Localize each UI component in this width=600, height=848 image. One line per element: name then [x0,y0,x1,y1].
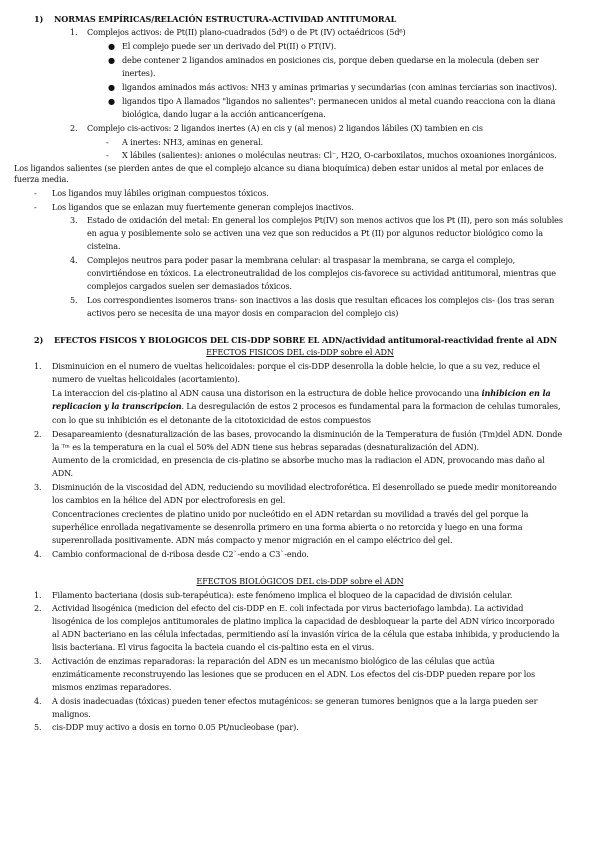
list-item-text: al ADN bacteriano en las célula infectadas, permitiendo así la invasión vírica de la célula que estaba inhibida, y produciendo la [52,629,560,639]
list-number: 2. [34,603,42,613]
dash-item: X lábiles (salientes): aniones o moléculas neutras: Cl⁻, H2O, O-carboxilatos, muchos oxoaniones inorgánicos. [122,150,557,160]
subtitle-physical-effects: EFECTOS FISICOS DEL cis-DDP sobre el ADN [206,347,394,357]
list-number: 1. [34,590,42,600]
list-number: 2. [70,123,78,133]
dash-icon: - [34,202,37,212]
bullet-item-cont: inertes). [122,68,156,78]
list-item-text: cis-DDP muy activo a dosis en torno 0.05 Pt/nucleobase (par). [52,722,299,732]
bullet-icon: ● [108,41,115,51]
dash-icon: - [106,150,109,160]
list-number: 3. [70,215,78,225]
list-item-text: Aumento de la cromicidad, en presencia de cis-platino se absorbe mucho mas la radiacion el ADN, provocando mas daño al [52,455,545,465]
list-item-text: ADN. [52,468,73,478]
list-item-text: lisis bacteriana. El virus fagocita la bacteia cuando el cis-paltino esta en el virus. [52,642,375,652]
list-item-text: Disminución de la viscosidad del ADN, reduciendo su movilidad electroforética. El desenrollado se puede medir monitoreando [52,482,557,492]
list-item-text: Desapareamiento (desnaturalización de las bases, provocando la disminución de la Temperatura de fusión (Tm)del ADN. Donde [52,429,563,439]
list-item-text: Estado de oxidación del metal: En general los complejos Pt(IV) son menos activos que los Pt (II), pero son más solubles [87,215,563,225]
list-number: 5. [70,295,78,305]
list-number: 4. [34,696,42,706]
list-item-text: en agua y posiblemente solo se activen una vez que son reducidos a Pt (II) por algunos reductor biológico como la [87,228,543,238]
list-item-text: Complejo cis-activos: 2 ligandos inertes (A) en cis y (al menos) 2 ligandos lábiles (X) tambien en cis [87,123,483,133]
list-item-text: complejos cargados suelen ser demasiados tóxicos. [87,281,292,291]
bullet-icon: ● [108,82,115,92]
list-number: 5. [34,722,42,732]
dash-item: A inertes: NH3, aminas en general. [122,137,263,147]
section-2-title: EFECTOS FISICOS Y BIOLOGICOS DEL CIS-DDP SOBRE EL ADN/actividad antitumoral-reactividad frente al ADN [54,335,557,345]
list-number: 1. [70,27,78,37]
bullet-icon: ● [108,55,115,65]
list-item-text: activos pero se necesita de una mayor dosis en comparacion del complejo cis) [87,308,399,318]
emphasis-text: inhibicion en la [481,388,551,398]
list-number: 2. [34,429,42,439]
dash-item: Los ligandos que se enlazan muy fuertemente generan complejos inactivos. [52,202,354,212]
list-item-text: enzimáticamente reconstruyendo las lesiones que se producen en el ADN. Los efectos del cis-DDP pueden repare por los [52,669,536,679]
list-item-text [52,388,551,398]
section-1-number: 1) [34,14,44,24]
list-item-text: Complejos activos: de Pt(II) plano-cuadrados (5d⁸) o de Pt (IV) octaédricos (5d⁶) [87,27,406,37]
emphasis-text: replicacion y la transcripcion [52,401,182,411]
list-item-text: lisogénica de los complejos antitumorales de platino implica la capacidad de desbloquear la parte del ADN vírico incorporado [52,616,555,626]
list-item-text: Disminuicion en el numero de vueltas helicoidales: porque el cis-DDP desenrolla la doble helcie, lo que a su vez, reduce el [52,361,540,371]
dash-icon: - [106,137,109,147]
list-item-text: la ᵀᵐ es la temperatura en la cual el 50% del ADN tiene sus hebras separadas (desnaturalización del ADN). [52,442,479,452]
list-item-text: malignos. [52,709,91,719]
bullet-item: El complejo puede ser un derivado del Pt(II) o PT(IV). [122,41,337,51]
list-item-text: los cambios en la hélice del ADN por electroforesis en gel. [52,495,286,505]
list-number: 3. [34,482,42,492]
bullet-item-cont: biológica, dando lugar a la acción anticancerígena. [122,109,326,119]
list-item-text [52,401,560,411]
bullet-item: ligandos tipo A llamados "ligandos no salientes": permanecen unidos al metal cuando reacciona con la diana [122,96,556,106]
paragraph-line: fuerza media. [14,174,69,184]
text-run: La interaccion del cis-platino al ADN causa una distorison en la estructura de doble helice provocando una [52,388,482,398]
bullet-icon: ● [108,96,115,106]
list-item-text: superhélice enrollada negativamente se desenrolla primero en una forma abierta o no retorcida y luego en una forma [52,522,523,532]
list-item-text: mismos enzimas reparadores. [52,682,172,692]
list-item-text: numero de vueltas helicoidales (acortamiento). [52,374,240,384]
list-item-text: convirtiéndose en tóxicos. La electroneutralidad de los complejos cis-favorece su actividad antitumoral, mientras que [87,268,556,278]
list-item-text: cisteina. [87,241,121,251]
list-number: 3. [34,656,42,666]
list-item-text: superenrollada positivamente. ADN más compacto y menor migración en el campo eléctrico del gel. [52,535,453,545]
list-item-text: Los correspondientes isomeros trans- son inactivos a las dosis que resultan eficaces los complejos cis- (los tras seran [87,295,555,305]
paragraph-line: Los ligandos salientes (se pierden antes de que el complejo alcance su diana bioquímica) deben estar unidos al metal por enlaces de [14,163,544,173]
bullet-item: debe contener 2 ligandos aminados en posiciones cis, porque deben quedarse en la molecula (deben ser [122,55,539,65]
list-item-text: con lo que su inhibición es el detonante de la citotoxicidad de estos compuestos [52,415,371,425]
list-number: 4. [70,255,78,265]
list-item-text: Cambio conformacional de d-ribosa desde C2`-endo a C3`-endo. [52,549,309,559]
section-1-title: NORMAS EMPÍRICAS/RELACIÓN ESTRUCTURA-ACTIVIDAD ANTITUMORAL [54,14,397,24]
subtitle-biological-effects: EFECTOS BIOLÓGICOS DEL cis-DDP sobre el ADN [196,576,404,586]
list-item-text: Complejos neutros para poder pasar la membrana celular: al traspasar la membrana, se carga el complejo, [87,255,516,265]
list-number: 1. [34,361,42,371]
list-item-text: A dosis inadecuadas (tóxicas) pueden tener efectos mutagénicos: se generan tumores benignos que a la larga pueden ser [52,696,538,706]
text-run: . La desregulación de estos 2 procesos es fundamental para la formacion de celulas tumorales, [181,401,561,411]
list-item-text: Filamento bacteriana (dosis sub-terapéutica): este fenómeno implica el bloqueo de la capacidad de división celular. [52,590,513,600]
bullet-item: ligandos aminados más activos: NH3 y aminas primarias y secundarias (con aminas terciarias son inactivos). [122,82,557,92]
list-number: 4. [34,549,42,559]
dash-item: Los ligandos muy lábiles originan compuestos tóxicos. [52,188,269,198]
list-item-text: Activación de enzimas reparadoras: la reparación del ADN es un mecanismo biológico de las células que actúa [52,656,495,666]
list-item-text: Concentraciones crecientes de platino unido por nucleótido en el ADN retardan su movilidad a través del gel porque la [52,509,529,519]
list-item-text: Actividad lisogénica (medicion del efecto del cis-DDP en E. coli infectada por virus bacteriofago lambda). La actividad [52,603,524,613]
section-2-number: 2) [34,335,44,345]
dash-icon: - [34,188,37,198]
